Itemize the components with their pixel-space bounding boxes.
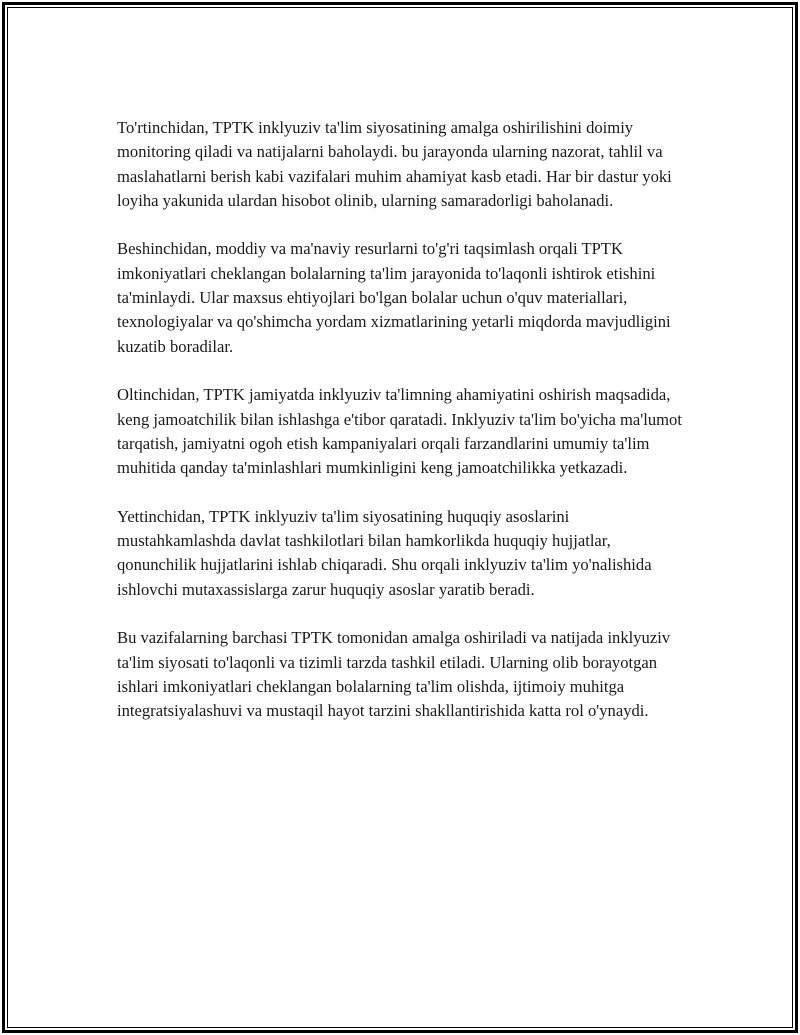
paragraph-conclusion: Bu vazifalarning barchasi TPTK tomonidan amalga oshiriladi va natijada inklyuziv ta'lim siyosati to'laqonli va tizimli tarzda tashkil etiladi. Ularning olib borayotgan ishlari imkoniyatlari cheklangan bolalarning ta'lim olishda, ijtimoiy muhitga integratsiyalashuvi va mustaqil hayot tarzini shakllantirishida katta rol o'ynaydi. <box>117 628 671 721</box>
paragraph-fourth: To'rtinchidan, TPTK inklyuziv ta'lim siyosatining amalga oshirilishini doimiy monitoring qiladi va natijalarni baholaydi. bu jarayonda ularning nazorat, tahlil va maslahatlarni berish kabi vazifalari muhim ahamiyat kasb etadi. Har bir dastur yoki loyiha yakunida ulardan hisobot olinib, ularning samaradorligi baholanadi. <box>117 118 672 210</box>
document-body <box>117 116 689 748</box>
paragraph-seventh: Yettinchidan, TPTK inklyuziv ta'lim siyosatining huquqiy asoslarini mustahkamlashda davlat tashkilotlari bilan hamkorlikda huquqiy hujjatlar, qonunchilik hujjatlarini ishlab chiqaradi. Shu orqali inklyuziv ta'lim yo'nalishida ishlovchi mutaxassislarga zarur huquqiy asoslar yaratib beradi. <box>117 506 652 599</box>
paragraph-fifth: Beshinchidan, moddiy va ma'naviy resurlarni to'g'ri taqsimlash orqali TPTK imkoniyatlari cheklangan bolalarning ta'lim jarayonida to'laqonli ishtirok etishini ta'minlaydi. Ular maxsus ehtiyojlari bo'lgan bolalar uchun o'quv materiallari, texnologiyalar va qo'shimcha yordam xizmatlarining yetarli miqdorda mavjudligini kuzatib boradilar. <box>117 239 671 356</box>
paragraph-sixth: Oltinchidan, TPTK jamiyatda inklyuziv ta'limning ahamiyatini oshirish maqsadida, keng jamoatchilik bilan ishlashga e'tibor qaratadi. Inklyuziv ta'lim bo'yicha ma'lumot tarqatish, jamiyatni ogoh etish kampaniyalari orqali farzandlarini umumiy ta'lim muhitida qanday ta'minlashlari mumkinligini keng jamoatchilikka yetkazadi. <box>117 385 682 478</box>
